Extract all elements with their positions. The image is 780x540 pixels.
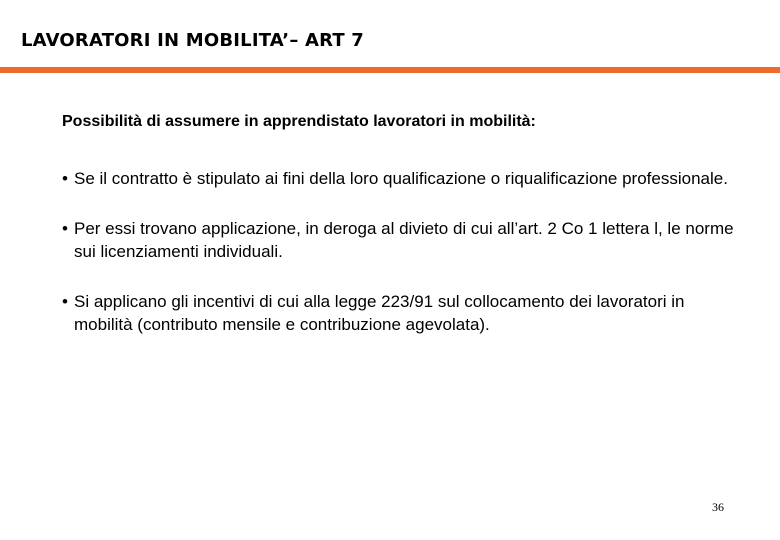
bullet-item (62, 217, 742, 263)
bullet-item (62, 167, 742, 190)
title-divider (0, 67, 780, 73)
intro-text: Possibilità di assumere in apprendistato lavoratori in mobilità: (62, 113, 536, 130)
slide-title: LAVORATORI IN MOBILITA’– ART 7 (21, 30, 365, 51)
bullet-list (62, 167, 742, 336)
bullet-item (62, 290, 742, 336)
bullet-text: Per essi trovano applicazione, in deroga al divieto di cui all’art. 2 Co 1 lettera l, le norme sui licenziamenti individuali. (74, 219, 734, 261)
bullet-icon: • (62, 169, 68, 188)
bullet-icon: • (62, 219, 68, 238)
bullet-icon: • (62, 292, 68, 311)
bullet-text: Se il contratto è stipulato ai fini della loro qualificazione o riqualificazione professionale. (74, 169, 728, 188)
bullet-text: Si applicano gli incentivi di cui alla legge 223/91 sul collocamento dei lavoratori in mobilità (contributo mensile e contribuzione agevolata). (74, 292, 685, 334)
slide-content (62, 112, 742, 363)
page-number: 36 (712, 500, 724, 514)
